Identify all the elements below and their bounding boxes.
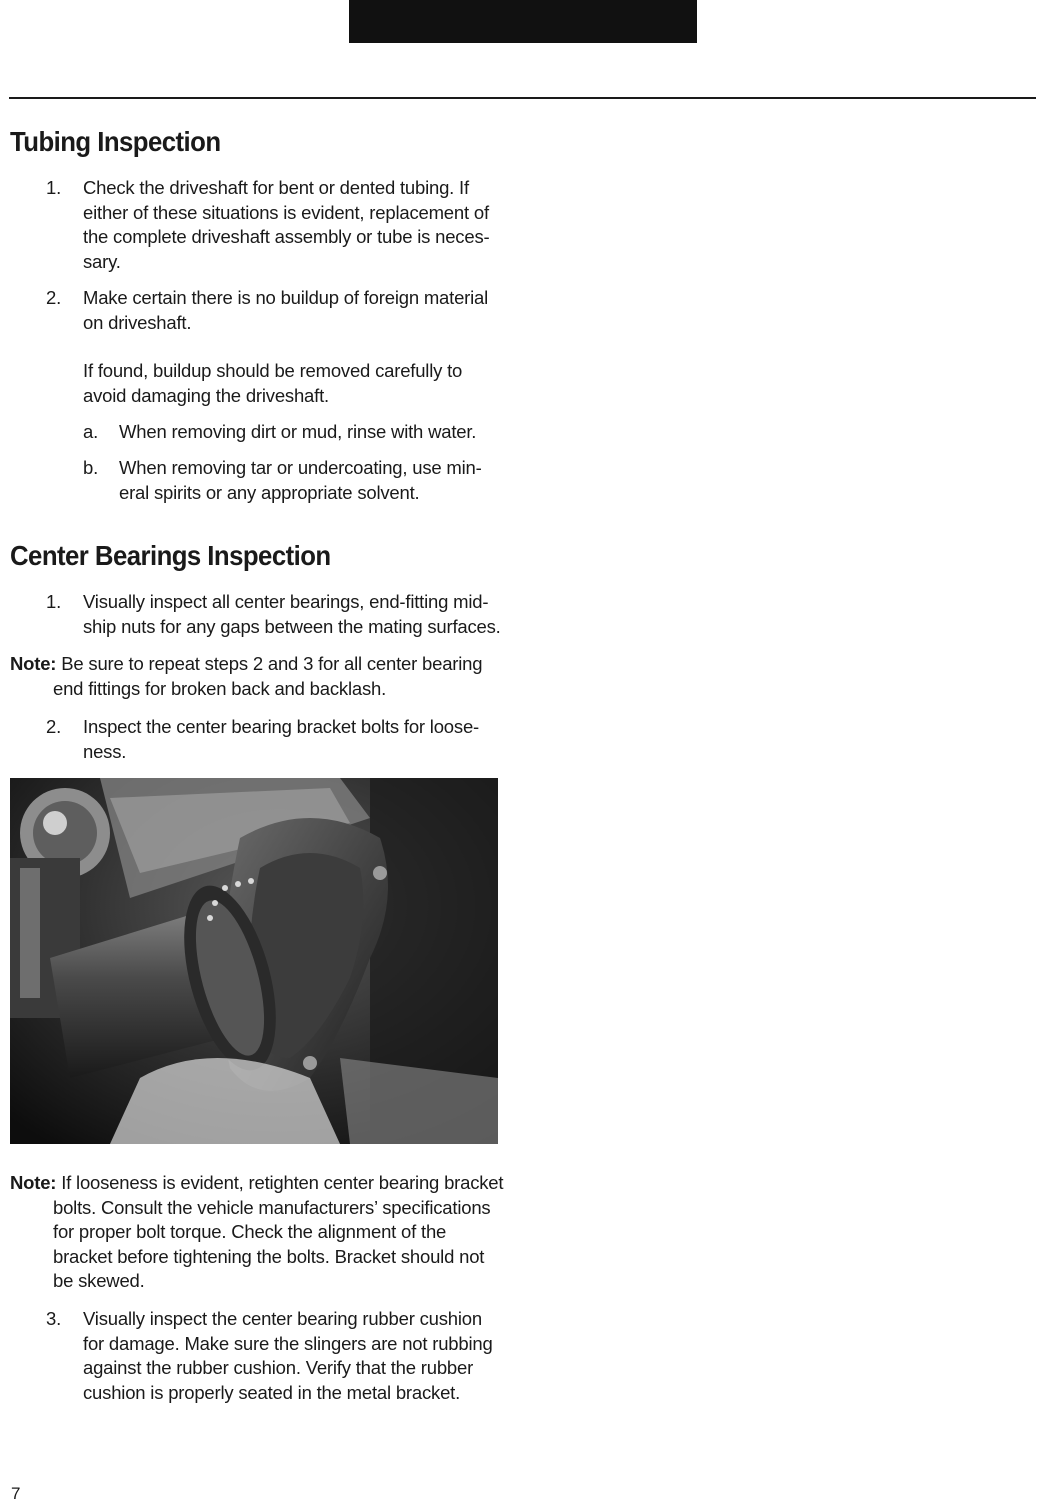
list-letter: a. [83,421,99,442]
center-item-3 [46,1307,506,1407]
page-number: 7 [11,1484,21,1503]
list-number: 2. [46,716,62,737]
list-number: 2. [46,287,62,308]
list-text: Inspect the center bearing bracket bolts for loose-ness. [83,716,479,762]
center-bearing-photo [10,778,498,1144]
header-bar [349,0,697,43]
tubing-subitem-b [83,456,503,506]
top-rule [9,97,1036,99]
center-item-2 [46,715,506,765]
list-text: Check the driveshaft for bent or dented tubing. If either of these situations is evident, replacement of the complete driveshaft assembly or tube is neces-sary. [83,177,490,272]
center-bearing-illustration [10,778,498,1144]
list-letter: b. [83,457,99,478]
center-item-1 [46,590,506,640]
list-text: When removing dirt or mud, rinse with water. [119,421,477,442]
note-text: If looseness is evident, retighten center bearing bracket bolts. Consult the vehicle manufacturers’ specifications for proper bolt torque. Check the alignment of the bracket before tightening the bolts. Bracket should not be skewed. [53,1172,504,1291]
list-number: 3. [46,1308,62,1329]
list-number: 1. [46,591,62,612]
note-text: Be sure to repeat steps 2 and 3 for all center bearing end fittings for broken back and backlash. [53,653,483,699]
list-text: When removing tar or undercoating, use min-eral spirits or any appropriate solvent. [119,457,482,503]
tubing-inspection-heading: Tubing Inspection [10,126,221,157]
note-label: Note: [10,653,57,674]
note-repeat-steps [10,652,505,701]
center-bearings-heading: Center Bearings Inspection [10,540,331,571]
tubing-subitem-a [83,420,503,446]
list-text: Make certain there is no buildup of foreign material on driveshaft. [83,287,489,333]
list-text: Visually inspect all center bearings, end-fitting mid-ship nuts for any gaps between the mating surfaces. [83,591,501,637]
note-looseness [10,1171,505,1294]
note-label: Note: [10,1172,57,1193]
tubing-item-1 [46,176,506,276]
list-number: 1. [46,177,62,198]
tubing-followup-text: If found, buildup should be removed carefully to avoid damaging the driveshaft. [83,360,463,406]
tubing-item-2 [46,286,506,336]
list-text: Visually inspect the center bearing rubber cushion for damage. Make sure the slingers are not rubbing against the rubber cushion. Verify that the rubber cushion is properly seated in the metal bracket. [83,1308,493,1403]
